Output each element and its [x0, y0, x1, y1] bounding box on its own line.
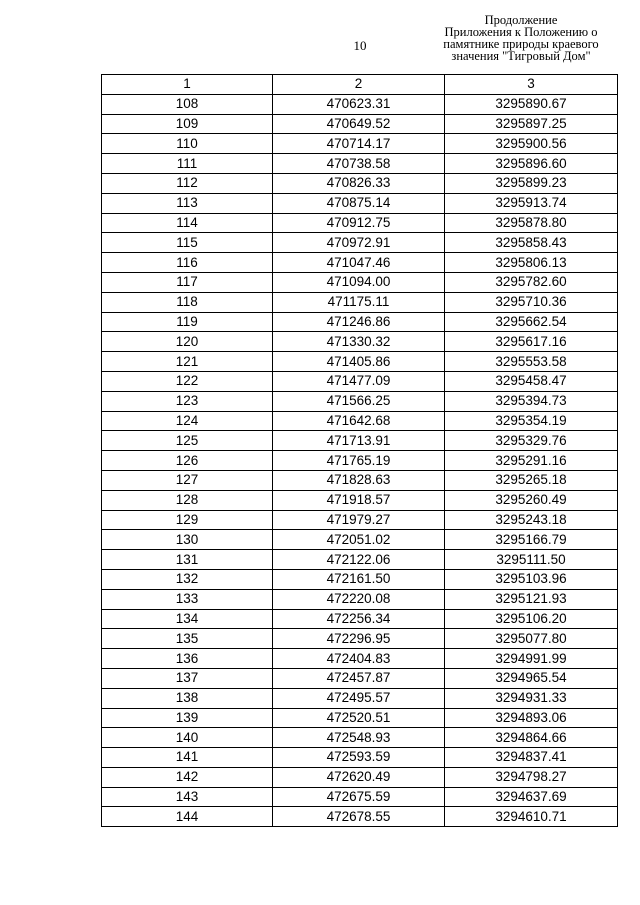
y-coordinate-cell: 3294837.41 [445, 748, 618, 768]
point-number-cell: 139 [102, 708, 273, 728]
point-number-cell: 140 [102, 728, 273, 748]
table-row [102, 748, 618, 768]
x-coordinate-cell: 472495.57 [273, 688, 445, 708]
x-coordinate-cell: 470826.33 [273, 173, 445, 193]
y-coordinate-cell: 3295243.18 [445, 510, 618, 530]
x-coordinate-cell: 472161.50 [273, 569, 445, 589]
x-coordinate-cell: 470623.31 [273, 94, 445, 114]
x-coordinate-cell: 471918.57 [273, 490, 445, 510]
point-number-cell: 138 [102, 688, 273, 708]
y-coordinate-cell: 3295617.16 [445, 332, 618, 352]
table-row [102, 530, 618, 550]
x-coordinate-cell: 470649.52 [273, 114, 445, 134]
point-number-cell: 141 [102, 748, 273, 768]
y-coordinate-cell: 3295265.18 [445, 470, 618, 490]
y-coordinate-cell: 3295260.49 [445, 490, 618, 510]
appendix-caption [430, 14, 612, 62]
y-coordinate-cell: 3295662.54 [445, 312, 618, 332]
caption-line: Продолжение [484, 13, 558, 27]
point-number-cell: 114 [102, 213, 273, 233]
point-number-cell: 111 [102, 154, 273, 174]
point-number-cell: 109 [102, 114, 273, 134]
x-coordinate-cell: 472296.95 [273, 629, 445, 649]
y-coordinate-cell: 3295899.23 [445, 173, 618, 193]
point-number-cell: 133 [102, 589, 273, 609]
y-coordinate-cell: 3295077.80 [445, 629, 618, 649]
x-coordinate-cell: 472675.59 [273, 787, 445, 807]
point-number-cell: 125 [102, 431, 273, 451]
table-row [102, 411, 618, 431]
y-coordinate-cell: 3295329.76 [445, 431, 618, 451]
x-coordinate-cell: 472404.83 [273, 649, 445, 669]
x-coordinate-cell: 471979.27 [273, 510, 445, 530]
table-row [102, 688, 618, 708]
x-coordinate-cell: 472620.49 [273, 767, 445, 787]
y-coordinate-cell: 3295913.74 [445, 193, 618, 213]
page-number: 10 [353, 38, 367, 53]
coordinates-table [101, 74, 618, 827]
y-coordinate-cell: 3294798.27 [445, 767, 618, 787]
y-coordinate-cell: 3294610.71 [445, 807, 618, 827]
table-row [102, 787, 618, 807]
table-row [102, 371, 618, 391]
x-coordinate-cell: 471246.86 [273, 312, 445, 332]
y-coordinate-cell: 3295878.80 [445, 213, 618, 233]
table-row [102, 668, 618, 688]
table-row [102, 490, 618, 510]
y-coordinate-cell: 3295806.13 [445, 253, 618, 273]
table-row [102, 332, 618, 352]
y-coordinate-cell: 3295553.58 [445, 352, 618, 372]
table-row [102, 114, 618, 134]
y-coordinate-cell: 3295900.56 [445, 134, 618, 154]
table-row [102, 134, 618, 154]
point-number-cell: 116 [102, 253, 273, 273]
point-number-cell: 121 [102, 352, 273, 372]
x-coordinate-cell: 472457.87 [273, 668, 445, 688]
point-number-cell: 134 [102, 609, 273, 629]
x-coordinate-cell: 470912.75 [273, 213, 445, 233]
point-number-cell: 137 [102, 668, 273, 688]
y-coordinate-cell: 3294931.33 [445, 688, 618, 708]
x-coordinate-cell: 472256.34 [273, 609, 445, 629]
x-coordinate-cell: 472548.93 [273, 728, 445, 748]
table-row [102, 233, 618, 253]
point-number-cell: 115 [102, 233, 273, 253]
table-row [102, 728, 618, 748]
point-number-cell: 128 [102, 490, 273, 510]
table-row [102, 154, 618, 174]
point-number-cell: 136 [102, 649, 273, 669]
table-row [102, 510, 618, 530]
table-row [102, 173, 618, 193]
y-coordinate-cell: 3294637.69 [445, 787, 618, 807]
x-coordinate-cell: 472220.08 [273, 589, 445, 609]
point-number-cell: 130 [102, 530, 273, 550]
y-coordinate-cell: 3295458.47 [445, 371, 618, 391]
point-number-cell: 113 [102, 193, 273, 213]
y-coordinate-cell: 3295782.60 [445, 272, 618, 292]
point-number-cell: 131 [102, 550, 273, 570]
caption-line: значения "Тигровый Дом" [451, 49, 591, 63]
table-row [102, 391, 618, 411]
y-coordinate-cell: 3295858.43 [445, 233, 618, 253]
x-coordinate-cell: 471713.91 [273, 431, 445, 451]
x-coordinate-cell: 471405.86 [273, 352, 445, 372]
y-coordinate-cell: 3295111.50 [445, 550, 618, 570]
y-coordinate-cell: 3294864.66 [445, 728, 618, 748]
point-number-cell: 132 [102, 569, 273, 589]
table-row [102, 451, 618, 471]
column-header-2: 2 [273, 75, 445, 95]
x-coordinate-cell: 471175.11 [273, 292, 445, 312]
x-coordinate-cell: 472593.59 [273, 748, 445, 768]
y-coordinate-cell: 3295710.36 [445, 292, 618, 312]
column-header-1: 1 [102, 75, 273, 95]
x-coordinate-cell: 472520.51 [273, 708, 445, 728]
table-row [102, 550, 618, 570]
y-coordinate-cell: 3295890.67 [445, 94, 618, 114]
x-coordinate-cell: 470738.58 [273, 154, 445, 174]
table-row [102, 649, 618, 669]
point-number-cell: 108 [102, 94, 273, 114]
table-row [102, 470, 618, 490]
point-number-cell: 112 [102, 173, 273, 193]
table-row [102, 629, 618, 649]
y-coordinate-cell: 3295121.93 [445, 589, 618, 609]
table-row [102, 708, 618, 728]
point-number-cell: 118 [102, 292, 273, 312]
point-number-cell: 126 [102, 451, 273, 471]
point-number-cell: 110 [102, 134, 273, 154]
table-row [102, 569, 618, 589]
table-row [102, 94, 618, 114]
x-coordinate-cell: 471828.63 [273, 470, 445, 490]
table-row [102, 272, 618, 292]
table-row [102, 609, 618, 629]
y-coordinate-cell: 3295106.20 [445, 609, 618, 629]
y-coordinate-cell: 3295291.16 [445, 451, 618, 471]
x-coordinate-cell: 470714.17 [273, 134, 445, 154]
point-number-cell: 144 [102, 807, 273, 827]
y-coordinate-cell: 3295896.60 [445, 154, 618, 174]
table-row [102, 213, 618, 233]
y-coordinate-cell: 3295897.25 [445, 114, 618, 134]
y-coordinate-cell: 3295394.73 [445, 391, 618, 411]
y-coordinate-cell: 3294991.99 [445, 649, 618, 669]
x-coordinate-cell: 471047.46 [273, 253, 445, 273]
point-number-cell: 143 [102, 787, 273, 807]
point-number-cell: 122 [102, 371, 273, 391]
x-coordinate-cell: 471765.19 [273, 451, 445, 471]
y-coordinate-cell: 3295354.19 [445, 411, 618, 431]
point-number-cell: 135 [102, 629, 273, 649]
point-number-cell: 119 [102, 312, 273, 332]
x-coordinate-cell: 471477.09 [273, 371, 445, 391]
x-coordinate-cell: 472122.06 [273, 550, 445, 570]
table-header-row [102, 75, 618, 95]
table-row [102, 589, 618, 609]
x-coordinate-cell: 471094.00 [273, 272, 445, 292]
y-coordinate-cell: 3295166.79 [445, 530, 618, 550]
x-coordinate-cell: 470875.14 [273, 193, 445, 213]
point-number-cell: 117 [102, 272, 273, 292]
x-coordinate-cell: 471642.68 [273, 411, 445, 431]
table-row [102, 193, 618, 213]
table-row [102, 352, 618, 372]
table-row [102, 431, 618, 451]
point-number-cell: 123 [102, 391, 273, 411]
y-coordinate-cell: 3294965.54 [445, 668, 618, 688]
point-number-cell: 120 [102, 332, 273, 352]
x-coordinate-cell: 472051.02 [273, 530, 445, 550]
x-coordinate-cell: 470972.91 [273, 233, 445, 253]
table-row [102, 312, 618, 332]
caption-line: Приложения к Положению о [444, 25, 598, 39]
point-number-cell: 124 [102, 411, 273, 431]
x-coordinate-cell: 471330.32 [273, 332, 445, 352]
table-row [102, 292, 618, 312]
column-header-3: 3 [445, 75, 618, 95]
table-row [102, 807, 618, 827]
table-row [102, 253, 618, 273]
y-coordinate-cell: 3294893.06 [445, 708, 618, 728]
point-number-cell: 127 [102, 470, 273, 490]
y-coordinate-cell: 3295103.96 [445, 569, 618, 589]
caption-line: памятнике природы краевого [443, 37, 599, 51]
point-number-cell: 129 [102, 510, 273, 530]
x-coordinate-cell: 472678.55 [273, 807, 445, 827]
table-row [102, 767, 618, 787]
point-number-cell: 142 [102, 767, 273, 787]
x-coordinate-cell: 471566.25 [273, 391, 445, 411]
